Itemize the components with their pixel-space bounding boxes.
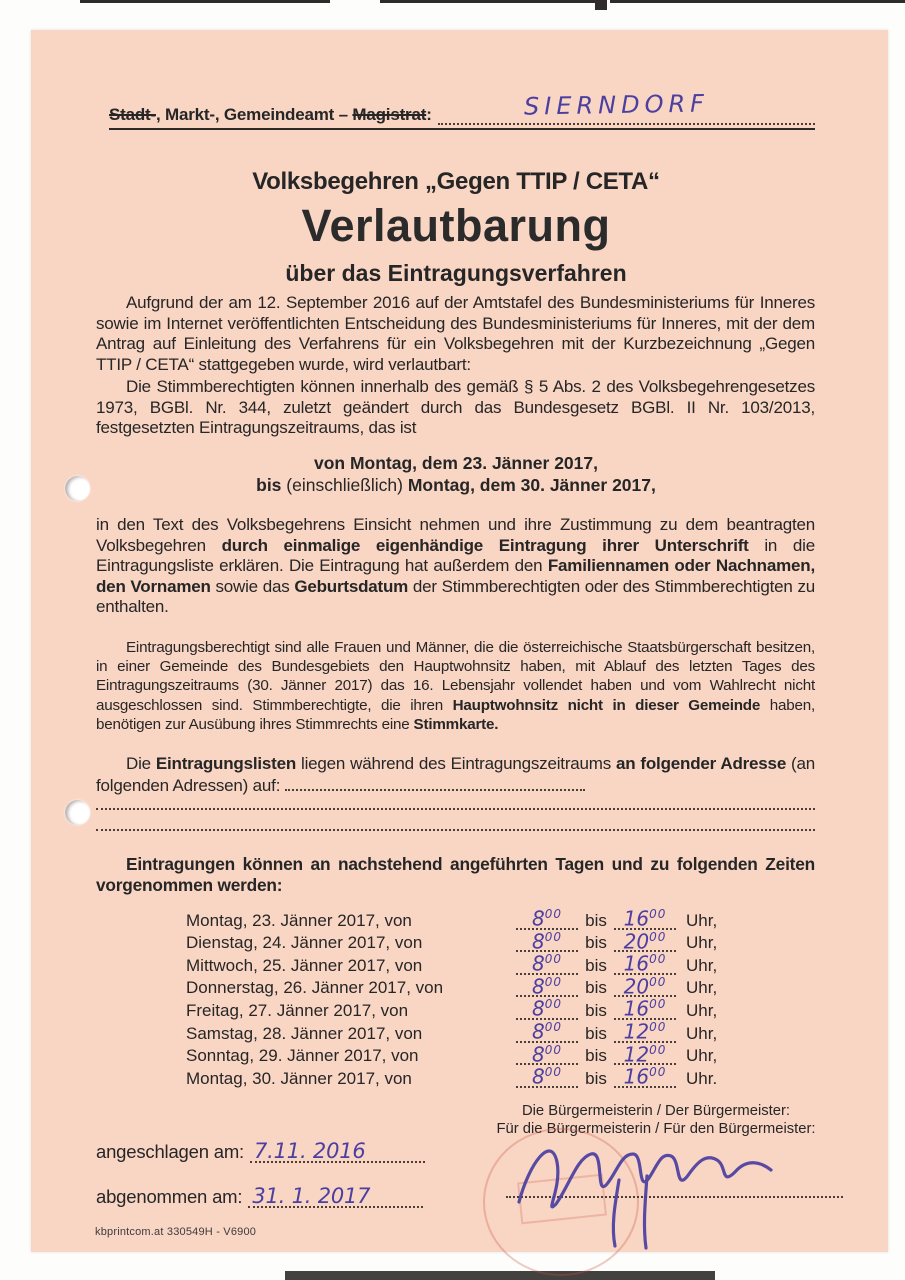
office-value-handwritten: SIERNDORF bbox=[523, 89, 709, 121]
punch-hole bbox=[65, 800, 90, 825]
office-dotted-line bbox=[438, 89, 815, 125]
text-segment-bold: Geburtsdatum bbox=[294, 576, 409, 596]
punch-hole bbox=[65, 476, 90, 501]
text-segment: (an folgenden Adressen) auf: bbox=[96, 754, 816, 795]
scan-edge-artifact bbox=[380, 0, 595, 3]
removed-value-handwritten: 31. 1. 2017 bbox=[248, 1186, 423, 1208]
address-dotted-line bbox=[96, 829, 815, 831]
pretitle: Volksbegehren „Gegen TTIP / CETA“ bbox=[252, 168, 660, 195]
time-to-handwritten: $16^{00}$ bbox=[614, 1063, 676, 1088]
schedule-table bbox=[186, 908, 786, 1089]
bis-label: bis bbox=[585, 978, 607, 998]
removed-row bbox=[96, 1178, 423, 1208]
time-to-handwritten: $16^{00}$ bbox=[614, 995, 676, 1020]
time-to-handwritten: $16^{00}$ bbox=[614, 950, 676, 975]
day-label: Donnerstag, 26. Jänner 2017, von bbox=[186, 978, 444, 998]
time-to-handwritten: $12^{00}$ bbox=[614, 1041, 676, 1066]
schedule-row bbox=[186, 953, 786, 976]
address-dotted-leader bbox=[285, 775, 585, 791]
uhr-suffix: Uhr, bbox=[686, 1023, 718, 1043]
posted-label: angeschlagen am: bbox=[96, 1141, 244, 1162]
posted-row bbox=[96, 1133, 425, 1163]
bis-label: bis bbox=[585, 910, 607, 930]
subtitle: über das Eintragungsverfahren bbox=[285, 260, 627, 286]
date-range-bis: bis bbox=[256, 474, 282, 495]
bis-label: bis bbox=[585, 1000, 607, 1020]
text-segment-bold: Stimmkarte. bbox=[413, 715, 499, 733]
time-to-handwritten: $20^{00}$ bbox=[614, 973, 676, 998]
time-to-handwritten: $12^{00}$ bbox=[614, 1018, 676, 1043]
print-code: kbprintcom.at 330549H - V6900 bbox=[95, 1226, 257, 1238]
schedule-heading: Eintragungen können an nachstehend angeführten Tagen und zu folgenden Zeiten vorgenommen werden: bbox=[96, 854, 815, 895]
schedule-row bbox=[186, 908, 786, 931]
time-from-handwritten: $8^{00}$ bbox=[516, 1018, 578, 1043]
bis-label: bis bbox=[585, 933, 607, 953]
uhr-suffix: Uhr, bbox=[686, 1046, 718, 1066]
time-from-handwritten: $8^{00}$ bbox=[516, 905, 578, 930]
scan-edge-artifact bbox=[595, 0, 607, 10]
mayor-line-1: Die Bürgermeisterin / Der Bürgermeister: bbox=[521, 1103, 791, 1119]
paragraph-eligibility bbox=[96, 638, 815, 734]
mayor-line-2: Für die Bürgermeisterin / Für den Bürgermeister: bbox=[496, 1120, 816, 1137]
schedule-row bbox=[186, 1044, 786, 1067]
office-label-mid: , Markt-, Gemeindeamt – bbox=[155, 105, 353, 124]
schedule-row bbox=[186, 1021, 786, 1044]
paragraph-legal-basis: Die Stimmberechtigten können innerhalb des gemäß § 5 Abs. 2 des Volksbegehrengesetzes 1973, BGBl. Nr. 344, zuletzt geändert durch das Bundesgesetz BGBl. II Nr. 103/2013, festgesetzten Eintragungszeitraums, das ist bbox=[96, 377, 815, 438]
bis-label: bis bbox=[585, 1068, 607, 1088]
scan-edge-artifact bbox=[285, 1271, 715, 1280]
signature bbox=[499, 1120, 809, 1250]
day-label: Montag, 30. Jänner 2017, von bbox=[186, 1068, 412, 1088]
uhr-suffix: Uhr, bbox=[686, 910, 718, 930]
time-from-handwritten: $8^{00}$ bbox=[516, 950, 578, 975]
time-from-handwritten: $8^{00}$ bbox=[516, 928, 578, 953]
day-label: Dienstag, 24. Jänner 2017, von bbox=[186, 933, 423, 953]
time-to-handwritten: $16^{00}$ bbox=[614, 905, 676, 930]
scan-edge-artifact bbox=[80, 0, 330, 3]
text-segment: der Stimmberechtigten oder des Stimmberechtigten zu enthalten. bbox=[96, 576, 816, 617]
day-label: Mittwoch, 25. Jänner 2017, von bbox=[186, 955, 423, 975]
office-label-stadt-struck: Stadt- bbox=[109, 105, 156, 124]
time-from-handwritten: $8^{00}$ bbox=[516, 1041, 578, 1066]
paragraph-signature-rules bbox=[96, 515, 815, 618]
date-range-from: von Montag, dem 23. Jänner 2017, bbox=[314, 453, 598, 473]
uhr-suffix: Uhr, bbox=[686, 955, 718, 975]
header-office-line bbox=[109, 89, 815, 130]
posted-value-handwritten: 7.11. 2016 bbox=[250, 1141, 425, 1163]
text-segment-bold: durch einmalige eigenhändige Eintragung ihrer Unterschrift bbox=[221, 535, 749, 555]
bis-label: bis bbox=[585, 1023, 607, 1043]
time-from-handwritten: $8^{00}$ bbox=[516, 973, 578, 998]
text-segment-bold: Eintragungslisten bbox=[155, 754, 297, 773]
scanned-document-page bbox=[31, 30, 888, 1252]
removed-label: abgenommen am: bbox=[96, 1186, 243, 1207]
uhr-suffix: Uhr, bbox=[686, 933, 718, 953]
schedule-row bbox=[186, 998, 786, 1021]
scan-edge-artifact bbox=[610, 0, 905, 3]
bis-label: bis bbox=[585, 955, 607, 975]
text-segment-bold: an folgender Adresse bbox=[616, 754, 787, 773]
bis-label: bis bbox=[585, 1046, 607, 1066]
office-label bbox=[109, 105, 432, 125]
day-label: Samstag, 28. Jänner 2017, von bbox=[186, 1023, 423, 1043]
office-label-magistrat-struck: Magistrat bbox=[352, 105, 427, 124]
text-segment-bold: Familiennamen oder Nachnamen, den Vornamen bbox=[96, 556, 815, 596]
schedule-row bbox=[186, 931, 786, 954]
time-to-handwritten: $20^{00}$ bbox=[614, 928, 676, 953]
uhr-suffix: Uhr, bbox=[686, 978, 718, 998]
text-segment: sowie das bbox=[210, 576, 295, 596]
date-range bbox=[96, 453, 816, 496]
text-segment-bold: Hauptwohnsitz nicht in dieser Gemeinde bbox=[452, 696, 761, 714]
page-title: Verlautbarung bbox=[301, 200, 611, 251]
date-range-end: Montag, dem 30. Jänner 2017, bbox=[407, 474, 656, 495]
day-label: Sonntag, 29. Jänner 2017, von bbox=[186, 1046, 419, 1066]
text-segment: in die Eintragungsliste erklären. Die Eintragung hat außerdem den bbox=[96, 535, 815, 576]
address-dotted-line bbox=[96, 808, 815, 810]
day-label: Montag, 23. Jänner 2017, von bbox=[186, 910, 412, 930]
schedule-row bbox=[186, 1066, 786, 1089]
paragraph-announcement: Aufgrund der am 12. September 2016 auf der Amtstafel des Bundesministeriums für Inneres sowie im Internet veröffentlichten Entscheidung des Bundesministeriums für Inneres, mit der dem Antrag auf Einleitung des Verfahrens für ein Volksbegehren mit der Kurzbezeichnung „Gegen TTIP / CETA“ stattgegeben wurde, wird verlautbart: bbox=[96, 293, 815, 374]
uhr-suffix: Uhr, bbox=[686, 1000, 718, 1020]
time-from-handwritten: $8^{00}$ bbox=[516, 995, 578, 1020]
time-from-handwritten: $8^{00}$ bbox=[516, 1063, 578, 1088]
text-segment: haben, benötigen zur Ausübung ihres Stimmrechts eine bbox=[96, 696, 815, 733]
office-label-colon: : bbox=[426, 105, 432, 124]
text-segment: in den Text des Volksbegehrens Einsicht nehmen und ihre Zustimmung zu dem beantragten Volksbegehren bbox=[96, 515, 815, 555]
schedule-row bbox=[186, 976, 786, 999]
uhr-suffix: Uhr. bbox=[686, 1068, 718, 1088]
date-range-incl: (einschließlich) bbox=[281, 474, 408, 495]
day-label: Freitag, 27. Jänner 2017, von bbox=[186, 1000, 409, 1020]
text-segment: Die bbox=[126, 754, 156, 773]
text-segment: Eintragungsberechtigt sind alle Frauen und Männer, die die österreichische Staatsbürgerschaft besitzen, in einer Gemeinde des Bundesgebiets den Hauptwohnsitz haben, mit Ablauf des letzten Tages des Eintragungszeitraums (30. Jänner 2017) das 16. Lebensjahr vollendet haben und vom Wahlrecht nicht ausgeschlossen sind. Stimmberechtigte, die ihren bbox=[96, 639, 815, 714]
paragraph-address bbox=[96, 754, 815, 796]
text-segment: liegen während des Eintragungszeitraums bbox=[296, 754, 617, 773]
date-range-to bbox=[96, 475, 816, 497]
